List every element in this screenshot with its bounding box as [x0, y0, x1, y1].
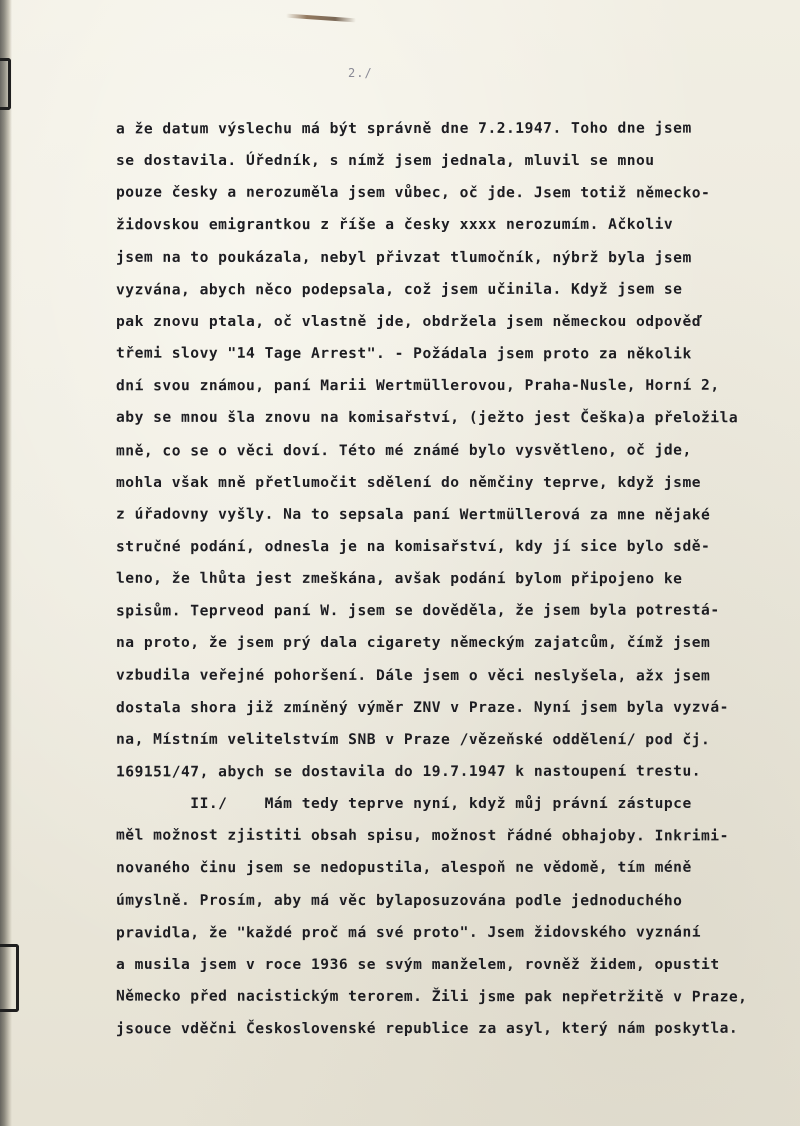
binding-clip-bottom — [0, 944, 19, 1012]
text-line: dní svou známou, paní Marii Wertmüllerovou, Praha-Nusle, Horní 2, — [115, 376, 720, 395]
text-line: třemi slovy "14 Tage Arrest". - Požádala jsem proto za několik — [115, 344, 692, 363]
text-line: dostala shora již zmíněný výměr ZNV v Praze. Nyní jsem byla vyzvá- — [115, 698, 729, 716]
text-line: měl možnost zjistiti obsah spisu, možnost řádné obhajoby. Inkrimi- — [115, 826, 729, 845]
rust-mark — [286, 14, 356, 23]
text-line: na proto, že jsem prý dala cigarety německým zajatcům, čímž jsem — [116, 634, 711, 652]
text-line: se dostavila. Úředník, s nímž jsem jednala, mluvil se mnou — [116, 152, 655, 170]
text-line: pravidla, že "každé proč má své proto". Jsem židovského vyznání — [115, 923, 702, 942]
text-line: mně, co se o věci doví. Této mé známé bylo vysvětleno, oč jde, — [115, 441, 692, 459]
text-line: a že datum výslechu má být správně dne 7.2.1947. Toho dne jsem — [115, 119, 692, 138]
text-line: vzbudila veřejné pohoršení. Dále jsem o věci neslyšela, ažx jsem — [115, 666, 711, 684]
page-number: 2./ — [348, 66, 373, 80]
text-line: jsem na to poukázala, nebyl přivzat tlumočník, nýbrž byla jsem — [115, 248, 692, 266]
text-line: Německo před nacistickým terorem. Žili jsme pak nepřetržitě v Praze, — [115, 987, 748, 1006]
text-line: II./ Mám tedy teprve nyní, když můj právní zástupce — [116, 795, 692, 813]
text-line: vyzvána, abych něco podepsala, což jsem učinila. Když jsem se — [115, 280, 683, 299]
text-line: úmyslně. Prosím, aby má věc bylaposuzována podle jednoduchého — [115, 891, 683, 909]
text-line: židovskou emigrantkou z říše a česky xxxx nerozumím. Ačkoliv — [115, 216, 674, 234]
text-line: spisům. Teprveod paní W. jsem se dověděla, že jsem byla potrestá- — [115, 601, 720, 620]
text-line: mohla však mně přetlumočit sdělení do němčiny teprve, když jsme — [116, 473, 702, 491]
text-line: na, Místním velitelstvím SNB v Praze /vězeňské oddělení/ pod čj. — [115, 730, 711, 749]
text-line: aby se mnou šla znovu na komisařství, (ježto jest Češka)a přeložila — [115, 409, 739, 427]
text-line: pouze česky a nerozuměla jsem vůbec, oč jde. Jsem totiž německo- — [115, 183, 711, 202]
text-line: a musila jsem v roce 1936 se svým manželem, rovněž židem, opustit — [116, 955, 720, 973]
text-line: z úřadovny vyšly. Na to sepsala paní Wertmüllerová za mne nějaké — [115, 505, 711, 524]
text-line: stručné podání, odnesla je na komisařství, kdy jí sice bylo sdě- — [115, 537, 711, 556]
text-line: jsouce vděčni Československé republice za asyl, který nám poskytla. — [115, 1019, 739, 1038]
text-line: novaného činu jsem se nedopustila, alespoň ne vědomě, tím méně — [115, 859, 692, 877]
binding-clip-top — [0, 58, 11, 110]
text-line: 169151/47, abych se dostavila do 19.7.1947 k nastoupení trestu. — [115, 762, 702, 781]
text-line: pak znovu ptala, oč vlastně jde, obdržela jsem německou odpověď — [116, 312, 702, 330]
text-line: leno, že lhůta jest zmeškána, avšak podání bylom připojeno ke — [115, 569, 683, 588]
